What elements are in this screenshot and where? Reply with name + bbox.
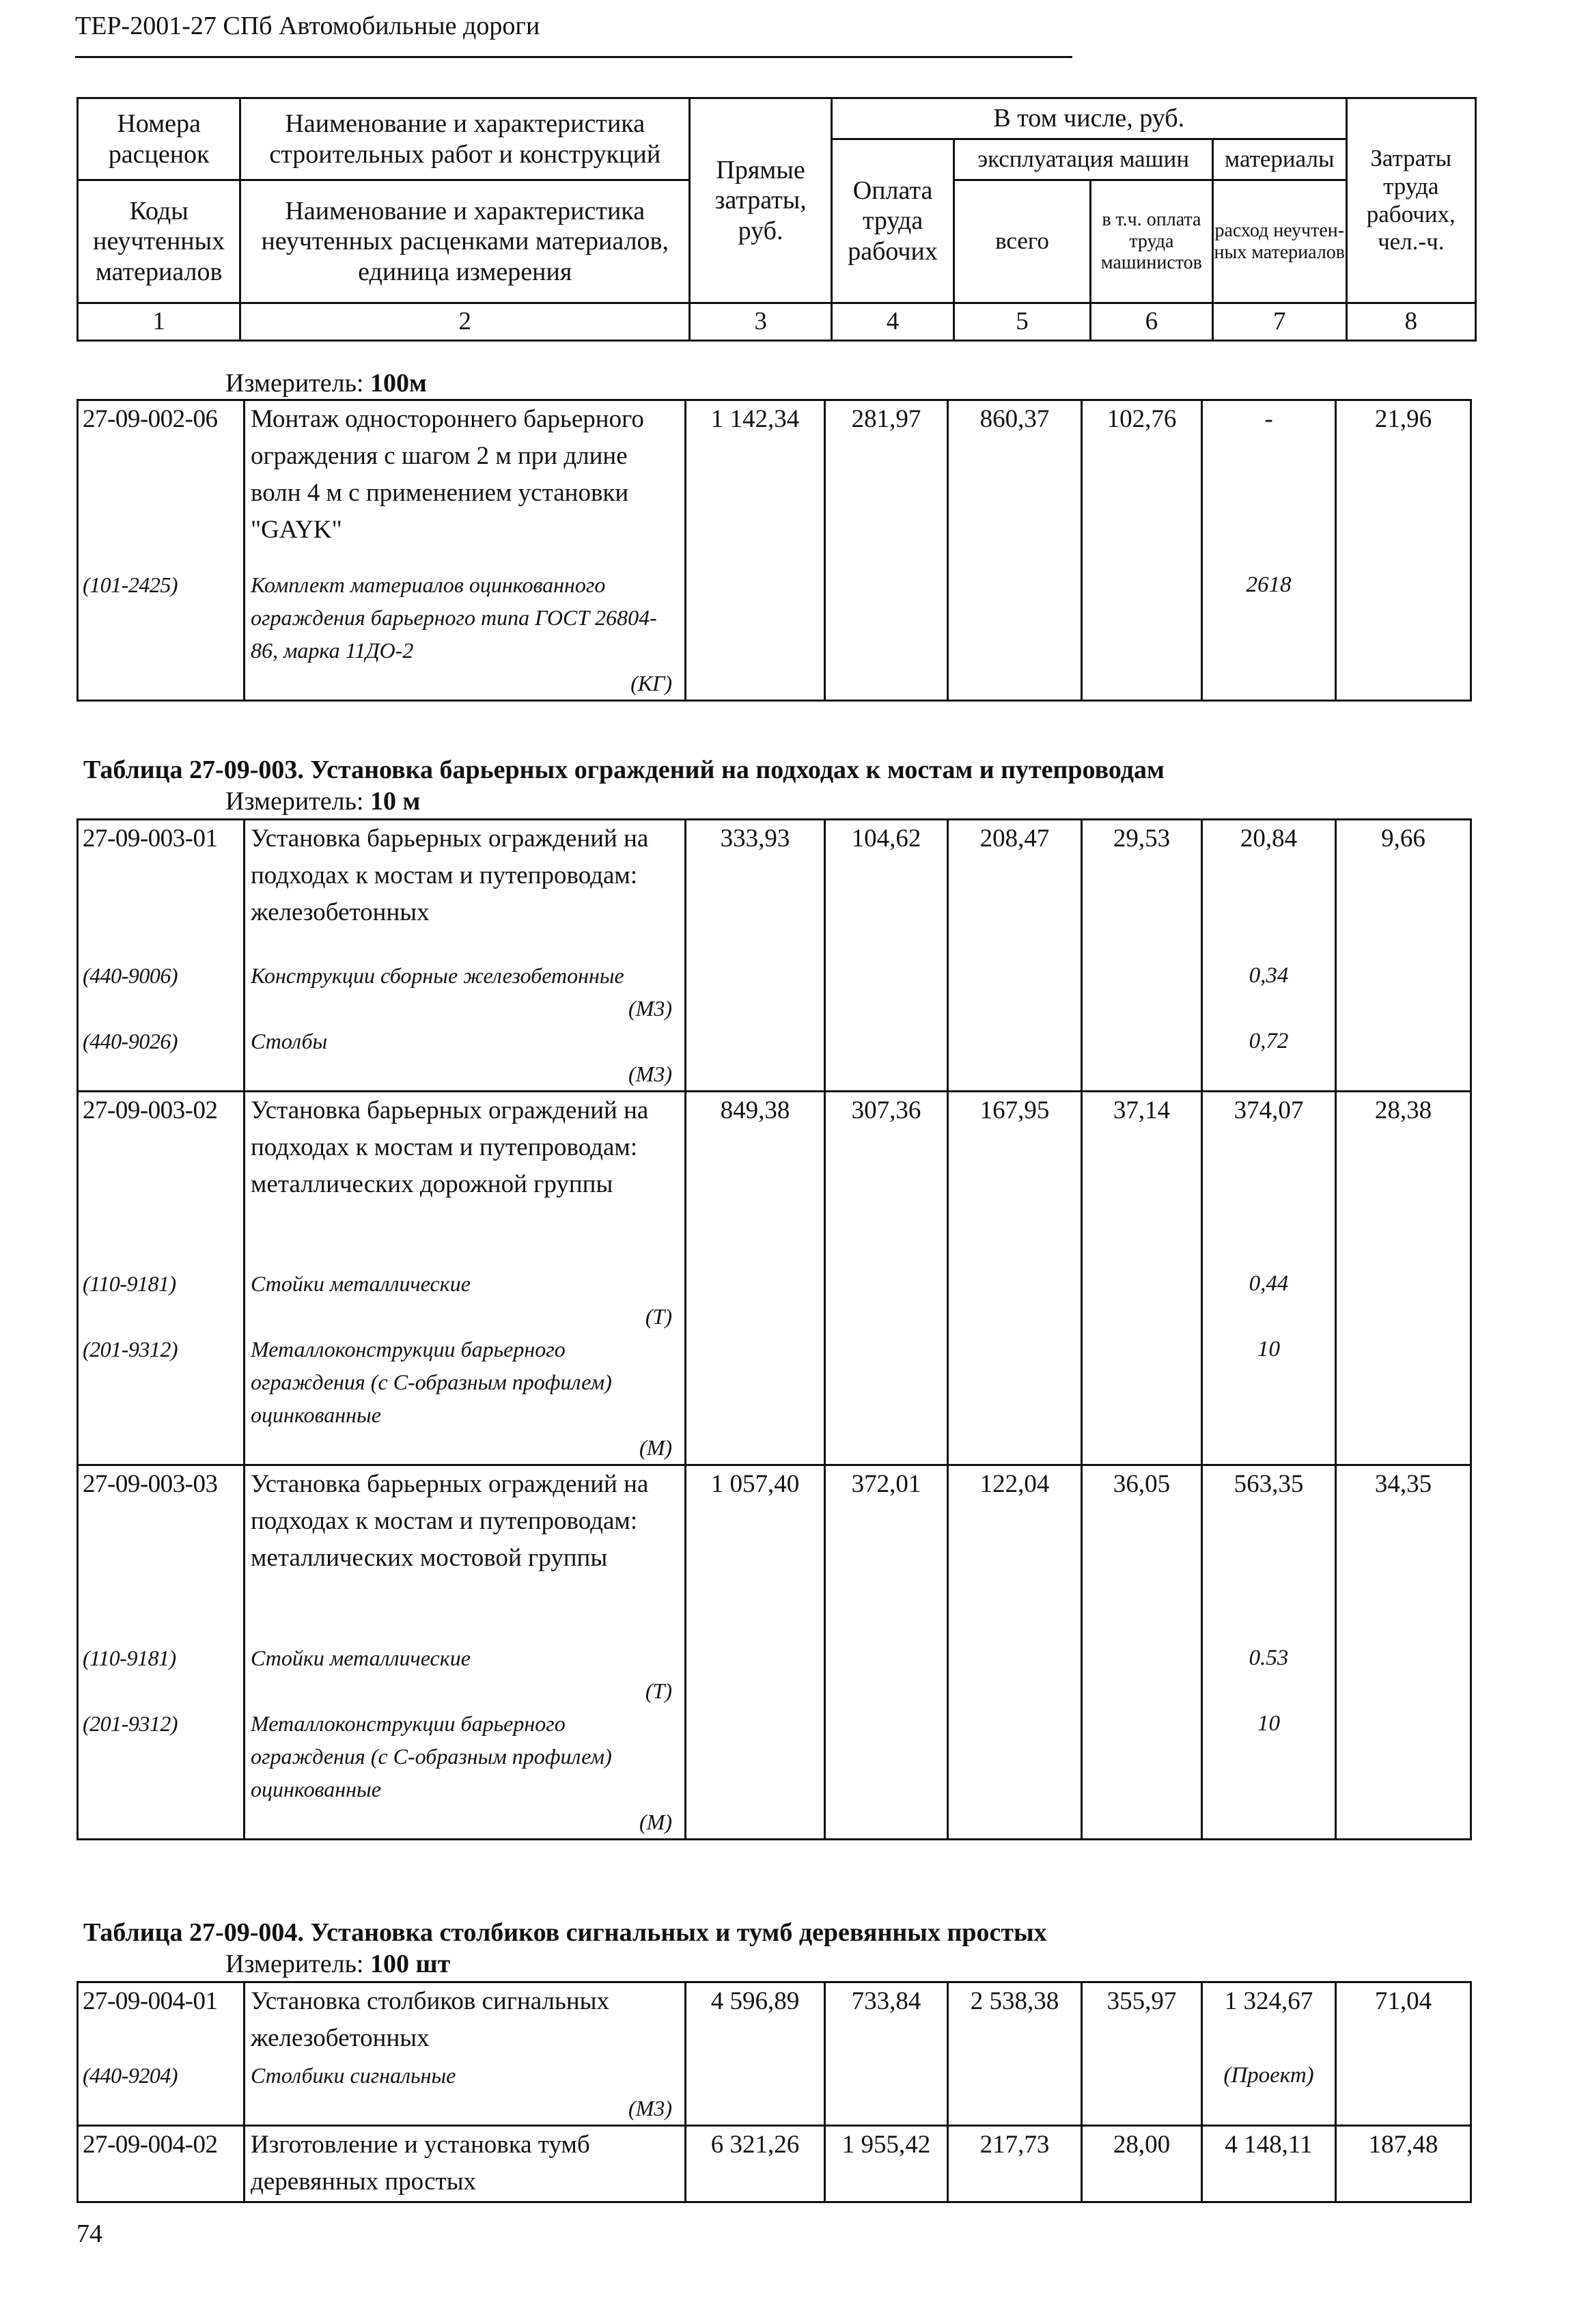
rates-table-3 [76,1981,1472,2203]
section-title: Таблица 27-09-003. Установка барьерных ограждений на подходах к мостам и путепроводам [83,756,1165,784]
material-row: (110-9181) Стойки металлические (Т) 0.53 [78,1642,1471,1707]
rates-table-2 [76,818,1472,1840]
header-rate-numbers: Номера расценок [78,98,240,180]
rates-table-1 [76,399,1472,702]
col-number: 4 [831,303,953,341]
header-material-codes: Коды неучтенных материалов [78,180,240,303]
col-number: 5 [954,303,1091,341]
column-header-table [76,97,1477,342]
col-number: 3 [690,303,832,341]
section-measure: Измеритель: 100м [225,369,427,398]
page-number: 74 [76,2219,102,2248]
table-row: 27-09-003-03 Установка барьерных ограждений на подходах к мостам и путепроводам: металлических мостовой группы 1 057,40 372,01 122,04 36,05 563,35 34,35 [78,1465,1471,1642]
table-row: 27-09-003-02 Установка барьерных ограждений на подходах к мостам и путепроводам: металлических дорожной группы 849,38 307,36 167,95 37,14 374,07 28,38 [78,1091,1471,1267]
material-row: (440-9204) Столбики сигнальные (М3) (Проект) [78,2059,1471,2126]
table-row: 27-09-002-06 Монтаж одностороннего барьерного ограждения с шагом 2 м при длине волн 4 м с применением установки "GAYK" 1 142,34 281,97 860,37 102,76 - 21,96 [78,400,1471,568]
material-row: (440-9006) Конструкции сборные железобетонные (М3) 0,34 [78,959,1471,1025]
header-including-group: В том числе, руб. [831,98,1346,139]
material-row: (201-9312) Металлоконструкции барьерного ограждения (с С-образным профилем) оцинкованные (М) 10 [78,1707,1471,1840]
table-row: 27-09-004-02 Изготовление и установка тумб деревянных простых 6 321,26 1 955,42 217,73 28,00 4 148,11 187,48 [78,2125,1471,2202]
header-machines-group: эксплуатация машин [954,139,1213,180]
header-labor-pay: Оплата труда рабочих [831,139,953,303]
col-number: 7 [1213,303,1347,341]
section-measure: Измеритель: 10 м [225,787,421,816]
header-rule [75,56,1072,58]
material-row: (201-9312) Металлоконструкции барьерного ограждения (с С-образным профилем) оцинкованные (М) 10 [78,1333,1471,1465]
header-work-name: Наименование и характеристика строительных работ и конструкций [240,98,690,180]
header-labor-hours: Затраты труда рабочих, чел.-ч. [1346,98,1475,303]
header-materials-group: материалы [1213,139,1347,180]
col-number: 6 [1090,303,1212,341]
col-number: 8 [1346,303,1475,341]
material-row: (440-9026) Столбы (М3) 0,72 [78,1025,1471,1092]
table-row: 27-09-004-01 Установка столбиков сигнальных железобетонных 4 596,89 733,84 2 538,38 355,97 1 324,67 71,04 [78,1982,1471,2059]
material-row: (101-2425) Комплект материалов оцинкованного ограждения барьерного типа ГОСТ 26804-86, марка 11ДО-2 (КГ) 2618 [78,568,1471,701]
header-direct-costs: Прямые затраты, руб. [690,98,832,303]
header-machinist-pay: в т.ч. оплата труда машинистов [1090,180,1212,303]
header-material-names: Наименование и характеристика неучтенных расценками материалов, единица измерения [240,180,690,303]
running-header: ТЕР-2001-27 СПб Автомобильные дороги [75,12,540,40]
table-row: 27-09-003-01 Установка барьерных ограждений на подходах к мостам и путепроводам: железобетонных 333,93 104,62 208,47 29,53 20,84 9,66 [78,820,1471,959]
material-row: (110-9181) Стойки металлические (Т) 0,44 [78,1267,1471,1333]
header-material-usage: расход неучтен-ных материалов [1213,180,1347,303]
section-title: Таблица 27-09-004. Установка столбиков сигнальных и тумб деревянных простых [83,1918,1047,1947]
col-number: 1 [78,303,240,341]
header-machines-total: всего [954,180,1091,303]
col-number: 2 [240,303,690,341]
section-measure: Измеритель: 100 шт [225,1950,451,1978]
